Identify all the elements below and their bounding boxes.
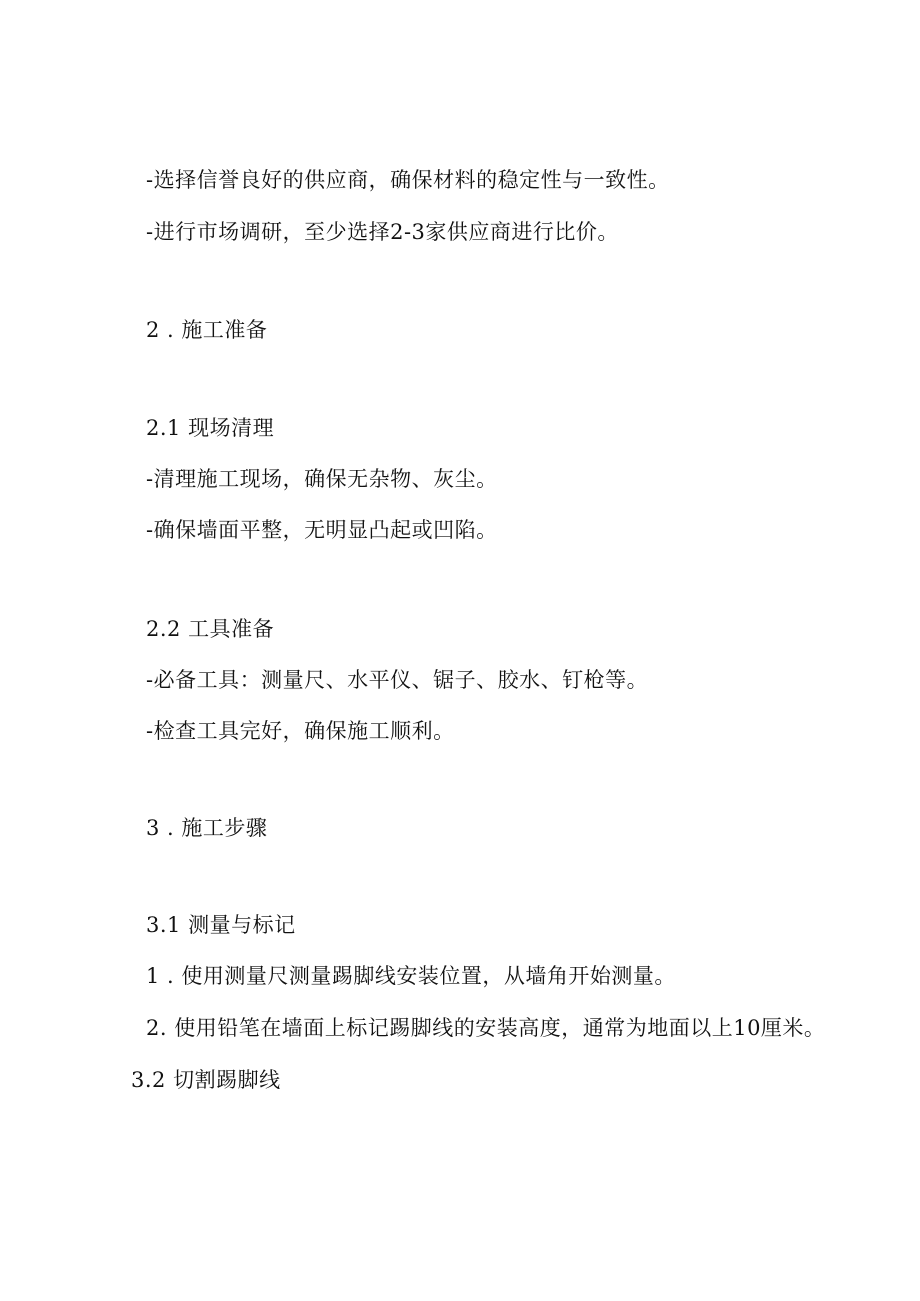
subsection-heading-cut-baseboard: 3.2 切割踢脚线: [131, 1068, 281, 1092]
step-mark-height: 2. 使用铅笔在墙面上标记踢脚线的安装高度，通常为地面以上10厘米。: [146, 1016, 826, 1040]
subsection-heading-tool-prep: 2.2 工具准备: [146, 617, 275, 641]
bullet-flat-wall: -确保墙面平整，无明显凸起或凹陷。: [146, 518, 498, 542]
section-heading-construction-steps: 3 . 施工步骤: [146, 816, 268, 840]
subsection-heading-site-cleanup: 2.1 现场清理: [146, 416, 275, 440]
bullet-market-research: -进行市场调研，至少选择2-3家供应商进行比价。: [146, 220, 619, 244]
section-heading-construction-prep: 2 . 施工准备: [146, 318, 268, 342]
bullet-check-tools: -检查工具完好，确保施工顺利。: [146, 719, 455, 743]
bullet-supplier-reputation: -选择信誉良好的供应商，确保材料的稳定性与一致性。: [146, 168, 670, 192]
subsection-heading-measure-mark: 3.1 测量与标记: [146, 913, 296, 937]
step-measure-position: 1 . 使用测量尺测量踢脚线安装位置，从墙角开始测量。: [146, 964, 676, 988]
bullet-required-tools: -必备工具：测量尺、水平仪、锯子、胶水、钉枪等。: [146, 668, 649, 692]
bullet-clean-site: -清理施工现场，确保无杂物、灰尘。: [146, 467, 498, 491]
